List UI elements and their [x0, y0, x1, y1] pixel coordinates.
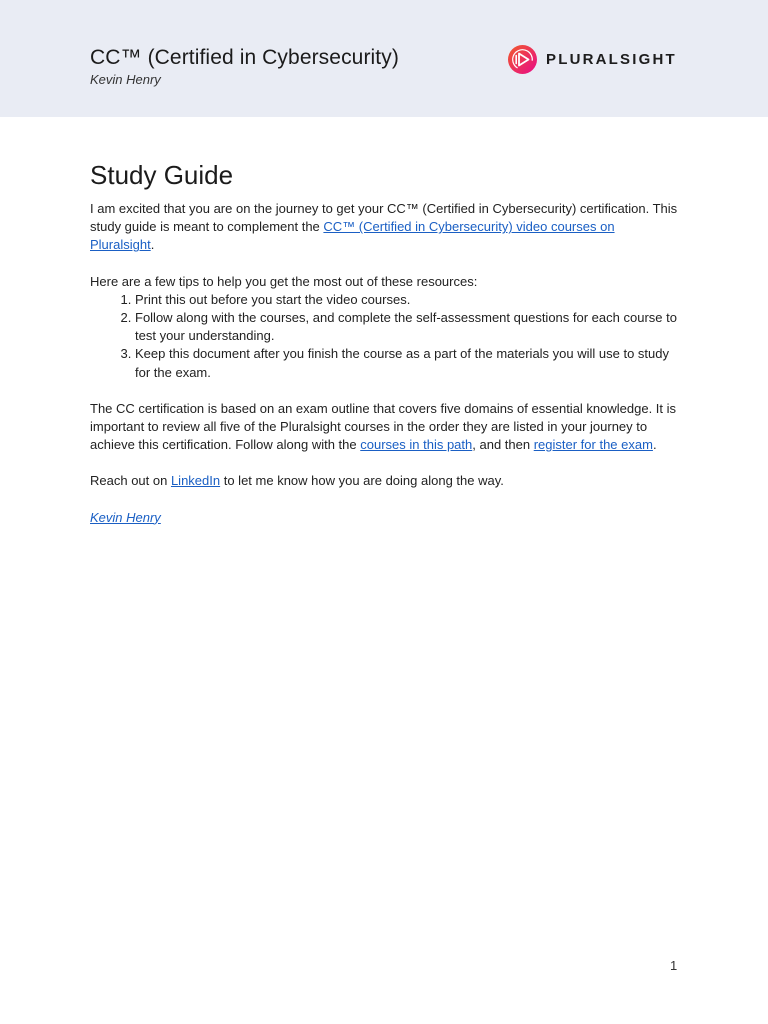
courses-in-path-link[interactable]: courses in this path	[360, 437, 473, 453]
outline-middle: , and then	[472, 437, 534, 453]
list-item: 2. Follow along with the courses, and complete the self-assessment questions for each course to test your understanding.	[135, 309, 680, 345]
pluralsight-play-logo-icon	[508, 45, 537, 74]
intro-text: I am excited that you are on the journey to get your CC™ (Certified in Cybersecurity) certification. This study guide is meant to complement the	[90, 201, 678, 235]
page-number: 1	[670, 958, 678, 973]
reach-out-text: Reach out on	[90, 473, 171, 489]
register-exam-link[interactable]: register for the exam	[533, 437, 653, 453]
course-title: CC™ (Certified in Cybersecurity)	[90, 46, 399, 69]
page-header	[0, 0, 768, 117]
signature-link[interactable]: Kevin Henry	[90, 509, 161, 525]
signature-paragraph	[90, 509, 680, 527]
header-author: Kevin Henry	[90, 72, 161, 87]
list-item: 1. Print this out before you start the video courses.	[135, 291, 680, 309]
reach-out-end: to let me know how you are doing along the way.	[220, 473, 504, 489]
outline-paragraph	[90, 400, 680, 455]
logo-wordmark: PLURALSIGHT	[546, 50, 677, 68]
tips-intro: Here are a few tips to help you get the most out of these resources:	[90, 273, 478, 289]
document-body	[90, 158, 680, 545]
outline-end: .	[652, 437, 657, 453]
video-courses-link[interactable]: CC™ (Certified in Cybersecurity) video courses on Pluralsight	[90, 219, 615, 253]
intro-end: .	[150, 237, 155, 253]
outline-text: The CC certification is based on an exam outline that covers five domains of essential knowledge. It is important to review all five of the Pluralsight courses in the order they are listed in your journey to achieve this certification. Follow along with the	[90, 400, 677, 453]
tips-list	[90, 291, 680, 382]
page-title: Study Guide	[90, 160, 234, 190]
intro-paragraph	[90, 200, 680, 255]
pluralsight-logo	[508, 44, 677, 74]
list-item: 3. Keep this document after you finish the course as a part of the materials you will use to study for the exam.	[135, 345, 680, 381]
reach-out-paragraph	[90, 472, 680, 490]
linkedin-link[interactable]: LinkedIn	[170, 473, 221, 489]
